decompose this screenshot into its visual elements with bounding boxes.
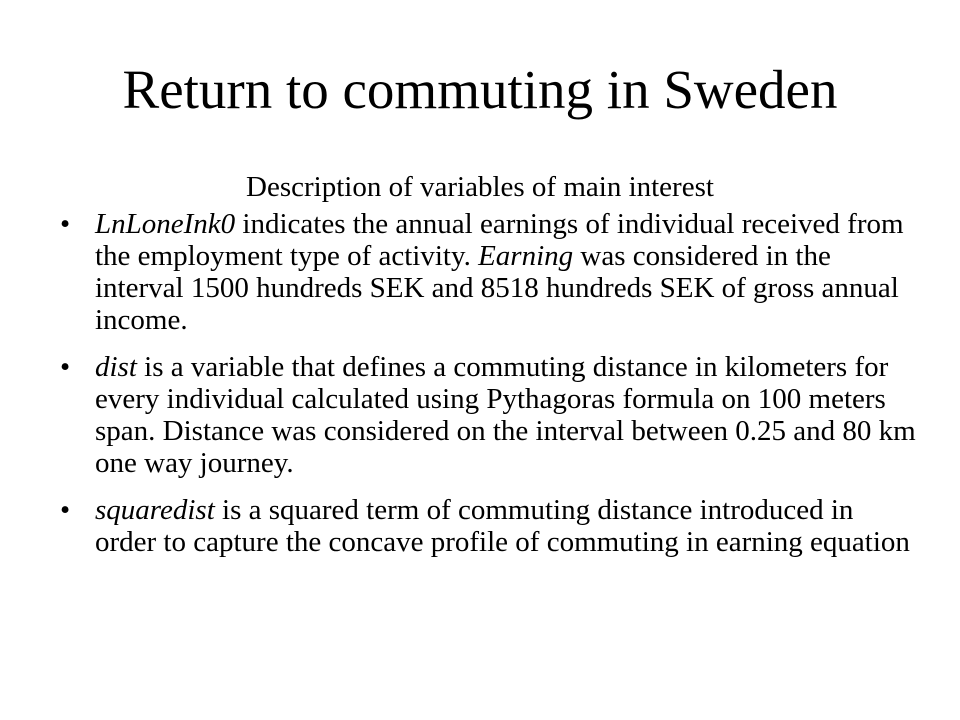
variable-name: LnLoneInk0 [95, 208, 236, 240]
bullet-item-dist [60, 351, 920, 479]
bullet-text: is a squared term of commuting distance introduced in order to capture the concave profile of commuting in earning equation [95, 494, 910, 558]
variable-name: squaredist [95, 494, 215, 526]
variable-name: dist [95, 351, 137, 383]
bullet-dot: • [60, 208, 71, 240]
emphasized-term: Earning [478, 240, 574, 272]
bullet-dot: • [60, 351, 71, 383]
bullet-dot: • [60, 494, 71, 526]
slide-subtitle: Description of variables of main interest [246, 171, 714, 203]
bullet-text: is a variable that defines a commuting distance in kilometers for every individual calculated using Pythagoras formula on 100 meters span. Distance was considered on the interval between 0.25 and 80 km one way journey. [95, 351, 916, 479]
bullet-item-squaredist [60, 494, 920, 558]
bullet-item-earnings [60, 208, 920, 336]
bullet-text: indicates the annual earnings of individual received from the employment type of activity. [95, 208, 904, 272]
bullet-text: was considered in the interval 1500 hundreds SEK and 8518 hundreds SEK of gross annual income. [95, 240, 899, 336]
bullet-list [60, 208, 920, 573]
slide-title: Return to commuting in Sweden [122, 59, 838, 120]
